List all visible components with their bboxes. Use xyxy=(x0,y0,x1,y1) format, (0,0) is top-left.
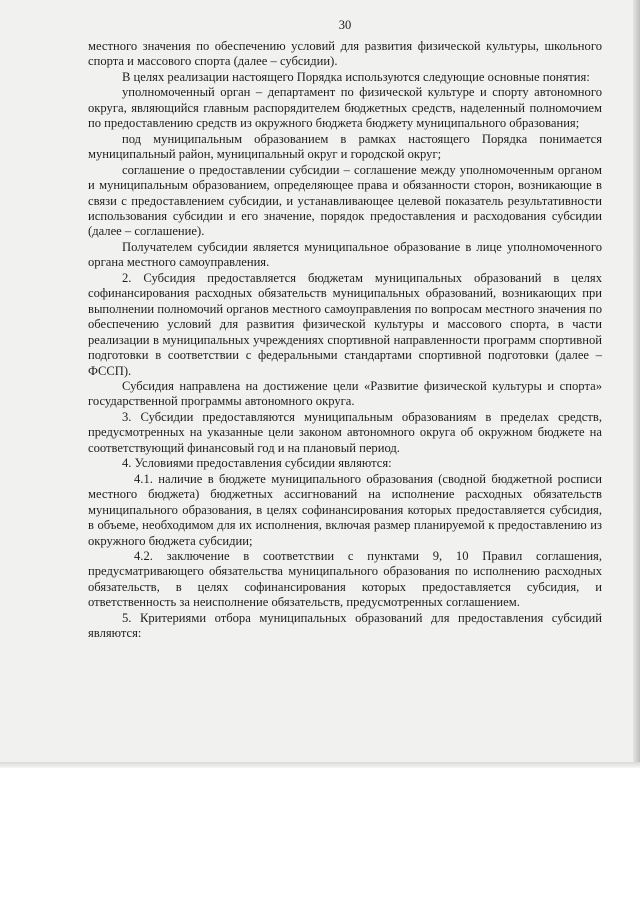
paragraph: соглашение о предоставлении субсидии – соглашение между уполномоченным органом и муниципальным образованием, определяющее права и обязанности сторон, возникающие в связи с предоставлением субсидии, и устанавливающее целевой показатель результативности использования субсидии и его значение, порядок предоставления и расходования субсидии (далее – соглашение). xyxy=(88,162,602,239)
paragraph: Субсидия направлена на достижение цели «Развитие физической культуры и спорта» государственной программы автономного округа. xyxy=(88,378,602,409)
scan-bottom-shadow xyxy=(0,762,640,768)
paragraph: В целях реализации настоящего Порядка используются следующие основные понятия: xyxy=(122,69,590,84)
paragraph: под муниципальным образованием в рамках настоящего Порядка понимается муниципальный район, муниципальный округ и городской округ; xyxy=(88,131,602,162)
scan-edge-shadow xyxy=(633,0,640,768)
paragraph: 4.1. наличие в бюджете муниципального образования (сводной бюджетной росписи местного бюджета) бюджетных ассигнований на исполнение расходных обязательств муниципального образования, в целях софинансирования которых предоставляется субсидия, в объеме, необходимом для их исполнения, включая размер планируемой к предоставлению из окружного бюджета субсидии; xyxy=(88,471,602,548)
page-number: 30 xyxy=(338,18,352,32)
paragraph: 5. Критериями отбора муниципальных образований для предоставления субсидий являются: xyxy=(88,610,602,641)
paragraph: 4.2. заключение в соответствии с пунктами 9, 10 Правил соглашения, предусматривающего обязательства муниципального образования по исполнению расходных обязательств, в целях софинансирования которых предоставляется субсидия, и ответственность за неисполнение обязательств, предусмотренных соглашением. xyxy=(88,548,602,610)
paragraph: 4. Условиями предоставления субсидии являются: xyxy=(122,456,392,471)
document-body xyxy=(88,39,602,642)
paragraph: местного значения по обеспечению условий для развития физической культуры, школьного спорта и массового спорта (далее – субсидии). xyxy=(88,39,602,69)
document-page xyxy=(88,18,602,642)
paragraph: 2. Субсидия предоставляется бюджетам муниципальных образований в целях софинансирования расходных обязательств муниципальных образований, возникающих при выполнении полномочий органов местного самоуправления по вопросам местного значения по обеспечению условий для развития физической культуры и массового спорта, в части реализации в муниципальных учреждениях спортивной направленности программ спортивной подготовки в соответствии с федеральными стандартами спортивной подготовки (далее – ФССП). xyxy=(88,270,602,378)
paragraph: 3. Субсидии предоставляются муниципальным образованиям в пределах средств, предусмотренных на указанные цели законом автономного округа об окружном бюджете на соответствующий финансовый год и на плановый период. xyxy=(88,409,602,455)
paragraph: уполномоченный орган – департамент по физической культуре и спорту автономного округа, являющийся главным распорядителем бюджетных средств, наделенный полномочием по предоставлению средств из окружного бюджета бюджету муниципального образования; xyxy=(88,85,602,131)
paragraph: Получателем субсидии является муниципальное образование в лице уполномоченного органа местного самоуправления. xyxy=(88,239,602,270)
